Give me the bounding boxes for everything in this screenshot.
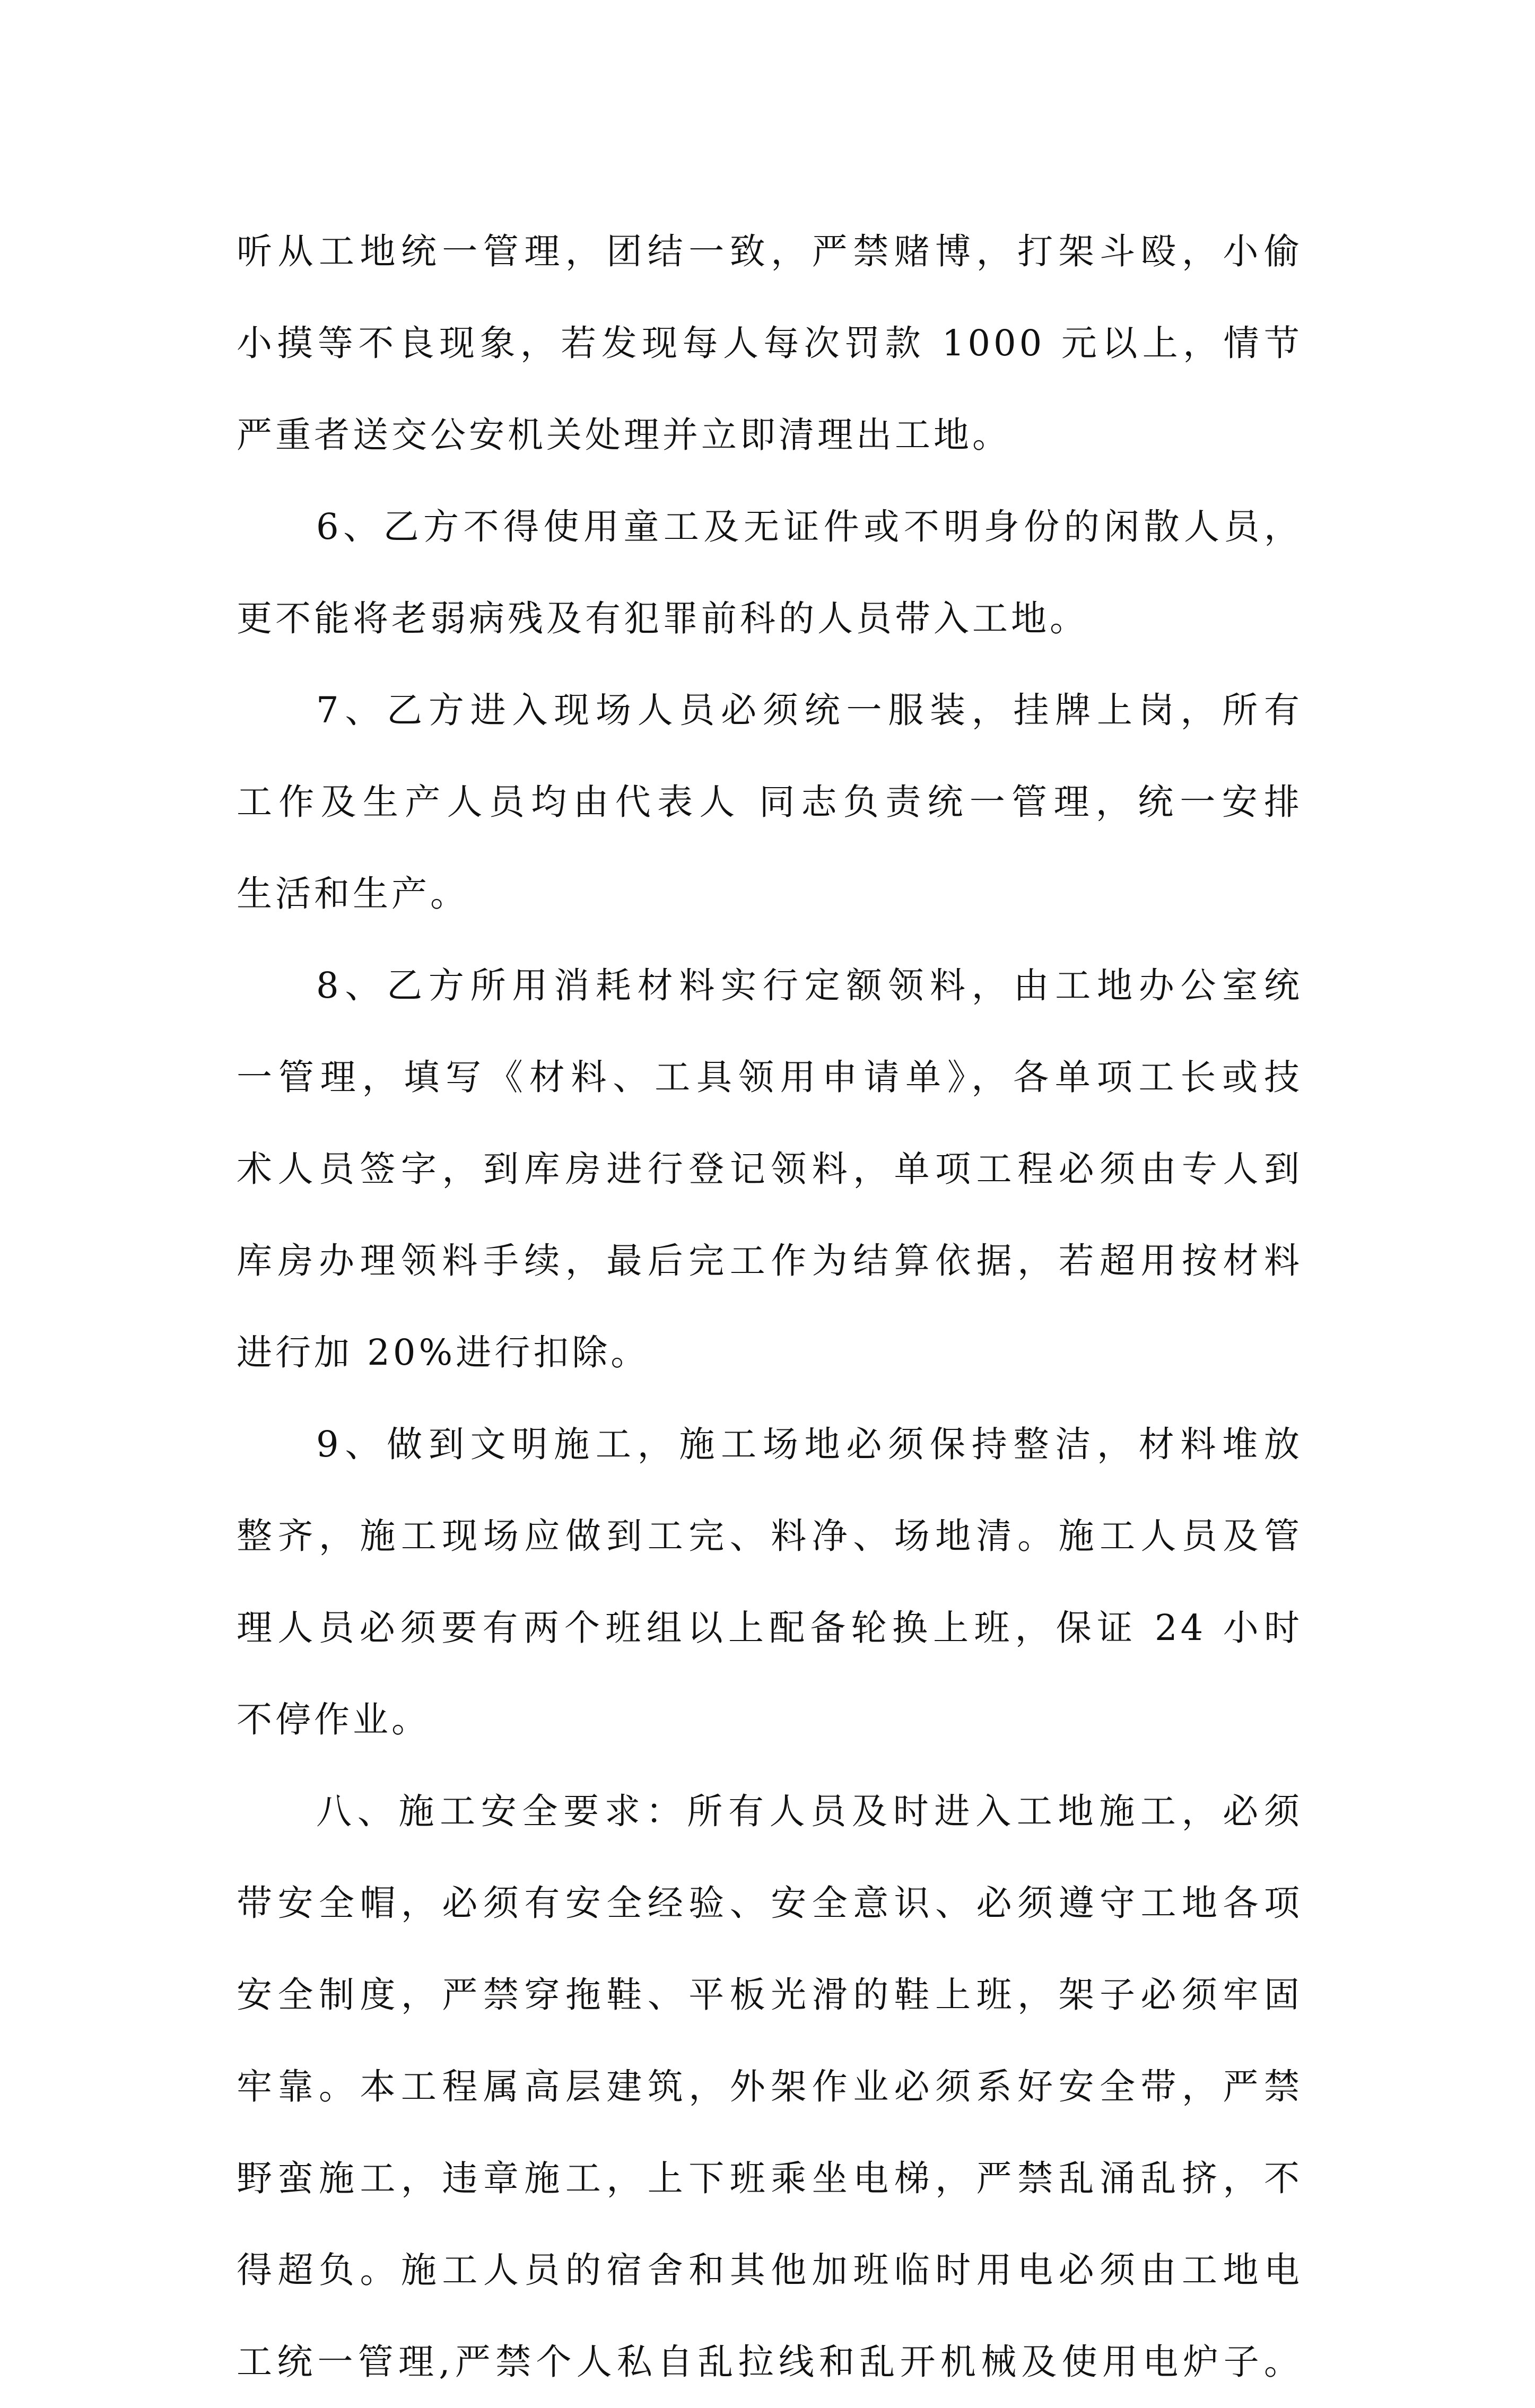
text-line: 严重者送交公安机关处理并立即清理出工地。 [237,414,1011,456]
text-line: 进行加 20%进行扣除。 [237,1332,650,1373]
text-line: 牢靠。本工程属高层建筑，外架作业必须系好安全带，严禁 [237,2066,1303,2107]
text-line: 得超负。施工人员的宿舍和其他加班临时用电必须由工地电 [237,2249,1303,2291]
text-line: 6、乙方不得使用童工及无证件或不明身份的闲散人员， [316,506,1303,547]
text-line: 带安全帽，必须有安全经验、安全意识、必须遵守工地各项 [237,1882,1303,1924]
text-line: 8、乙方所用消耗材料实行定额领料，由工地办公室统 [316,965,1303,1006]
text-line: 整齐，施工现场应做到工完、料净、场地清。施工人员及管 [237,1515,1303,1557]
text-line: 小摸等不良现象，若发现每人每次罚款 1000 元以上，情节 [237,322,1303,364]
document-body [237,206,1303,2408]
text-line: 更不能将老弱病残及有犯罪前科的人员带入工地。 [237,598,1088,639]
text-line: 一管理，填写《材料、工具领用申请单》，各单项工长或技 [237,1057,1303,1098]
text-line: 工作及生产人员均由代表人 同志负责统一管理，统一安排 [237,781,1303,823]
text-line: 安全制度，严禁穿拖鞋、平板光滑的鞋上班，架子必须牢固 [237,1974,1303,2016]
text-line: 7、乙方进入现场人员必须统一服装，挂牌上岗，所有 [316,690,1303,731]
text-line: 生活和生产。 [237,873,469,914]
text-line: 听从工地统一管理，团结一致，严禁赌博，打架斗殴，小偷 [237,231,1303,272]
text-line: 术人员签字，到库房进行登记领料，单项工程必须由专人到 [237,1148,1303,1190]
text-line: 不停作业。 [237,1699,430,1740]
text-line: 理人员必须要有两个班组以上配备轮换上班，保证 24 小时 [237,1607,1303,1648]
text-line: 库房办理领料手续，最后完工作为结算依据，若超用按材料 [237,1240,1303,1281]
text-line: 八、施工安全要求：所有人员及时进入工地施工，必须 [316,1791,1303,1832]
text-line: 9、做到文明施工，施工场地必须保持整洁，材料堆放 [316,1424,1303,1465]
text-line: 野蛮施工，违章施工，上下班乘坐电梯，严禁乱涌乱挤，不 [237,2158,1303,2199]
text-line: 工统一管理,严禁个人私自乱拉线和乱开机械及使用电炉子。 [237,2341,1303,2383]
